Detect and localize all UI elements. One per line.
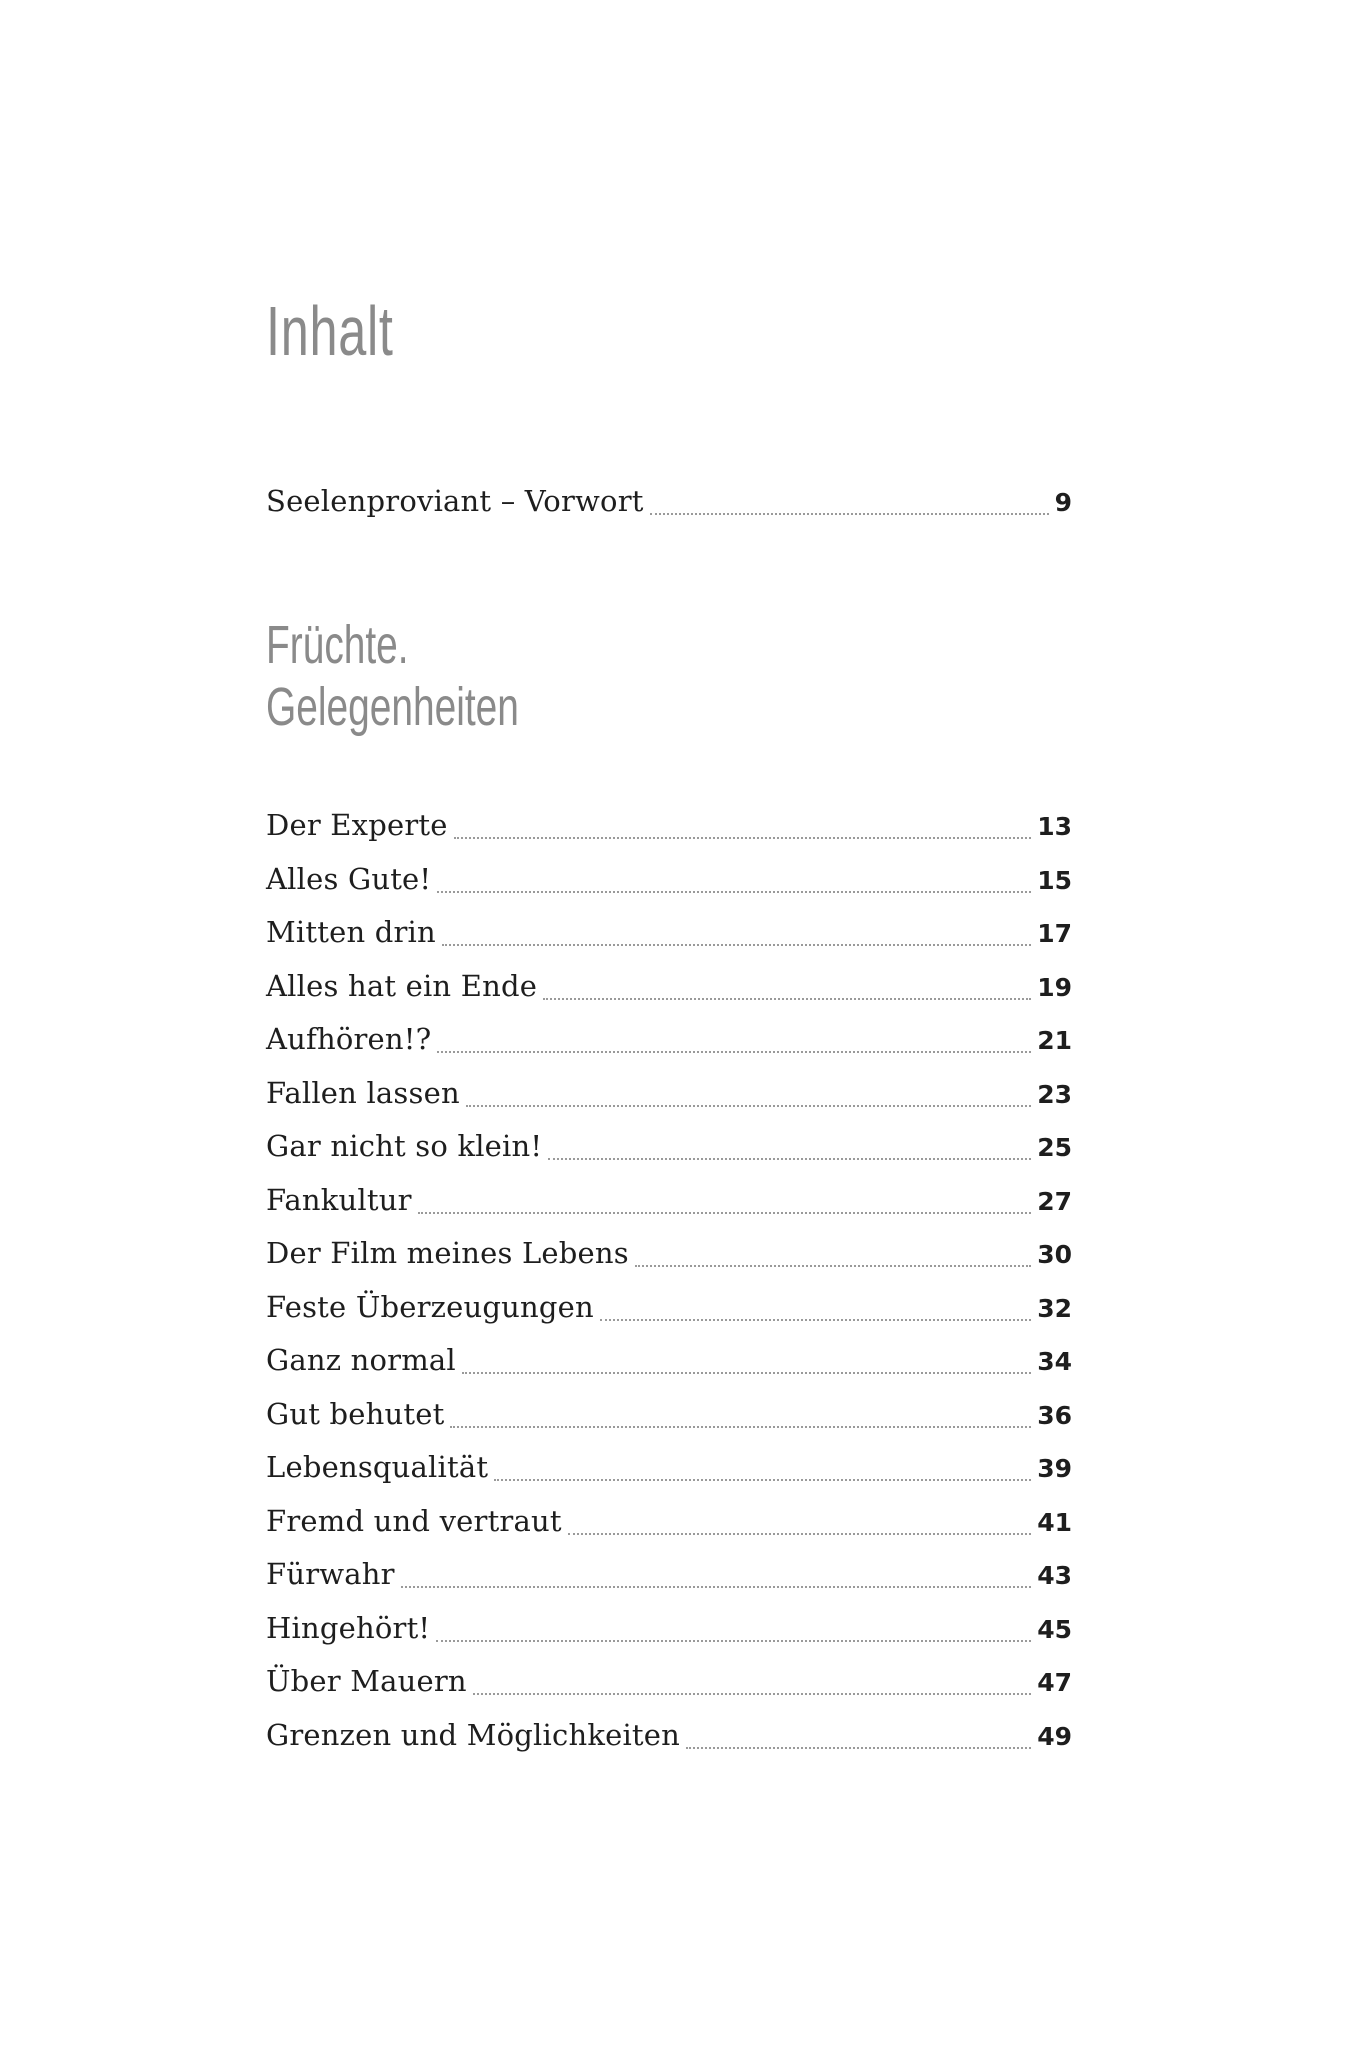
toc-entry-label: Feste Überzeugungen [266,1290,594,1324]
toc-entry-page-number: 23 [1037,1080,1072,1109]
toc-entry-page-number: 36 [1037,1401,1072,1430]
toc-entry-page-number: 39 [1037,1454,1072,1483]
toc-entry-label: Seelenproviant – Vorwort [266,484,644,518]
toc-entry[interactable] [266,1290,1072,1330]
toc-entry-page-number: 49 [1037,1722,1072,1751]
toc-entry-label: Der Experte [266,808,448,842]
dot-leader [548,1157,1031,1160]
dot-leader [418,1211,1032,1214]
toc-entry-label: Alles hat ein Ende [266,969,538,1003]
toc-entry[interactable] [266,1022,1072,1062]
dot-leader [635,1264,1031,1267]
dot-leader [437,890,1031,893]
toc-entry-label: Aufhören!? [266,1022,432,1056]
toc-entry-label: Grenzen und Möglichkeiten [266,1718,681,1752]
dot-leader [454,836,1032,839]
toc-entry[interactable] [266,1343,1072,1383]
toc-entry[interactable] [266,808,1072,848]
dot-leader [686,1746,1031,1749]
toc-entry-label: Fallen lassen [266,1076,460,1110]
toc-entry-preface[interactable] [266,484,1072,524]
toc-entry[interactable] [266,969,1072,1009]
toc-entry-page-number: 15 [1037,866,1072,895]
toc-entry-label: Lebensqualität [266,1450,489,1484]
toc-entry-label: Gar nicht so klein! [266,1129,543,1163]
toc-entry-page-number: 21 [1037,1026,1072,1055]
toc-entry-label: Der Film meines Lebens [266,1236,629,1270]
toc-entry-page-number: 9 [1054,488,1072,517]
toc-entry-page-number: 34 [1037,1347,1072,1376]
toc-entry-label: Hingehört! [266,1611,431,1645]
toc-entry[interactable] [266,862,1072,902]
toc-entry[interactable] [266,1397,1072,1437]
toc-entry-page-number: 13 [1037,812,1072,841]
toc-entry-page-number: 19 [1037,973,1072,1002]
dot-leader [568,1532,1031,1535]
toc-entry-label: Über Mauern [266,1664,467,1698]
dot-leader [466,1104,1031,1107]
toc-entry[interactable] [266,1718,1072,1758]
toc-entry-page-number: 32 [1037,1294,1072,1323]
toc-entry[interactable] [266,1557,1072,1597]
dot-leader [650,512,1049,515]
toc-entry[interactable] [266,1450,1072,1490]
toc-entry-page-number: 27 [1037,1187,1072,1216]
toc-entry-page-number: 41 [1037,1508,1072,1537]
toc-entry[interactable] [266,1611,1072,1651]
dot-leader [543,997,1031,1000]
toc-entry-label: Fürwahr [266,1557,395,1591]
dot-leader [436,1639,1031,1642]
dot-leader [437,1050,1031,1053]
toc-entry[interactable] [266,915,1072,955]
toc-entry[interactable] [266,1183,1072,1223]
toc-entry[interactable] [266,1504,1072,1544]
toc-entry-page-number: 47 [1037,1668,1072,1697]
toc-entry-label: Fremd und vertraut [266,1504,562,1538]
toc-entry[interactable] [266,1236,1072,1276]
toc-entry-label: Ganz normal [266,1343,456,1377]
toc-entry-label: Fankultur [266,1183,412,1217]
toc-entry[interactable] [266,1076,1072,1116]
section-title [266,614,519,738]
toc-entry-page-number: 45 [1037,1615,1072,1644]
toc-entry-page-number: 43 [1037,1561,1072,1590]
toc-entry[interactable] [266,1664,1072,1704]
dot-leader [450,1425,1031,1428]
dot-leader [600,1318,1031,1321]
toc-entry-label: Alles Gute! [266,862,432,896]
page-title: Inhalt [266,292,394,370]
dot-leader [473,1692,1031,1695]
dot-leader [494,1478,1031,1481]
section-title-line-2: Gelegenheiten [266,677,519,737]
dot-leader [462,1371,1031,1374]
toc-entry-label: Mitten drin [266,915,436,949]
toc-entry-page-number: 17 [1037,919,1072,948]
toc-entry-page-number: 25 [1037,1133,1072,1162]
dot-leader [442,943,1031,946]
dot-leader [401,1585,1031,1588]
section-title-line-1: Früchte. [266,615,409,675]
toc-entry-label: Gut behutet [266,1397,445,1431]
toc-entry-page-number: 30 [1037,1240,1072,1269]
toc-entry[interactable] [266,1129,1072,1169]
